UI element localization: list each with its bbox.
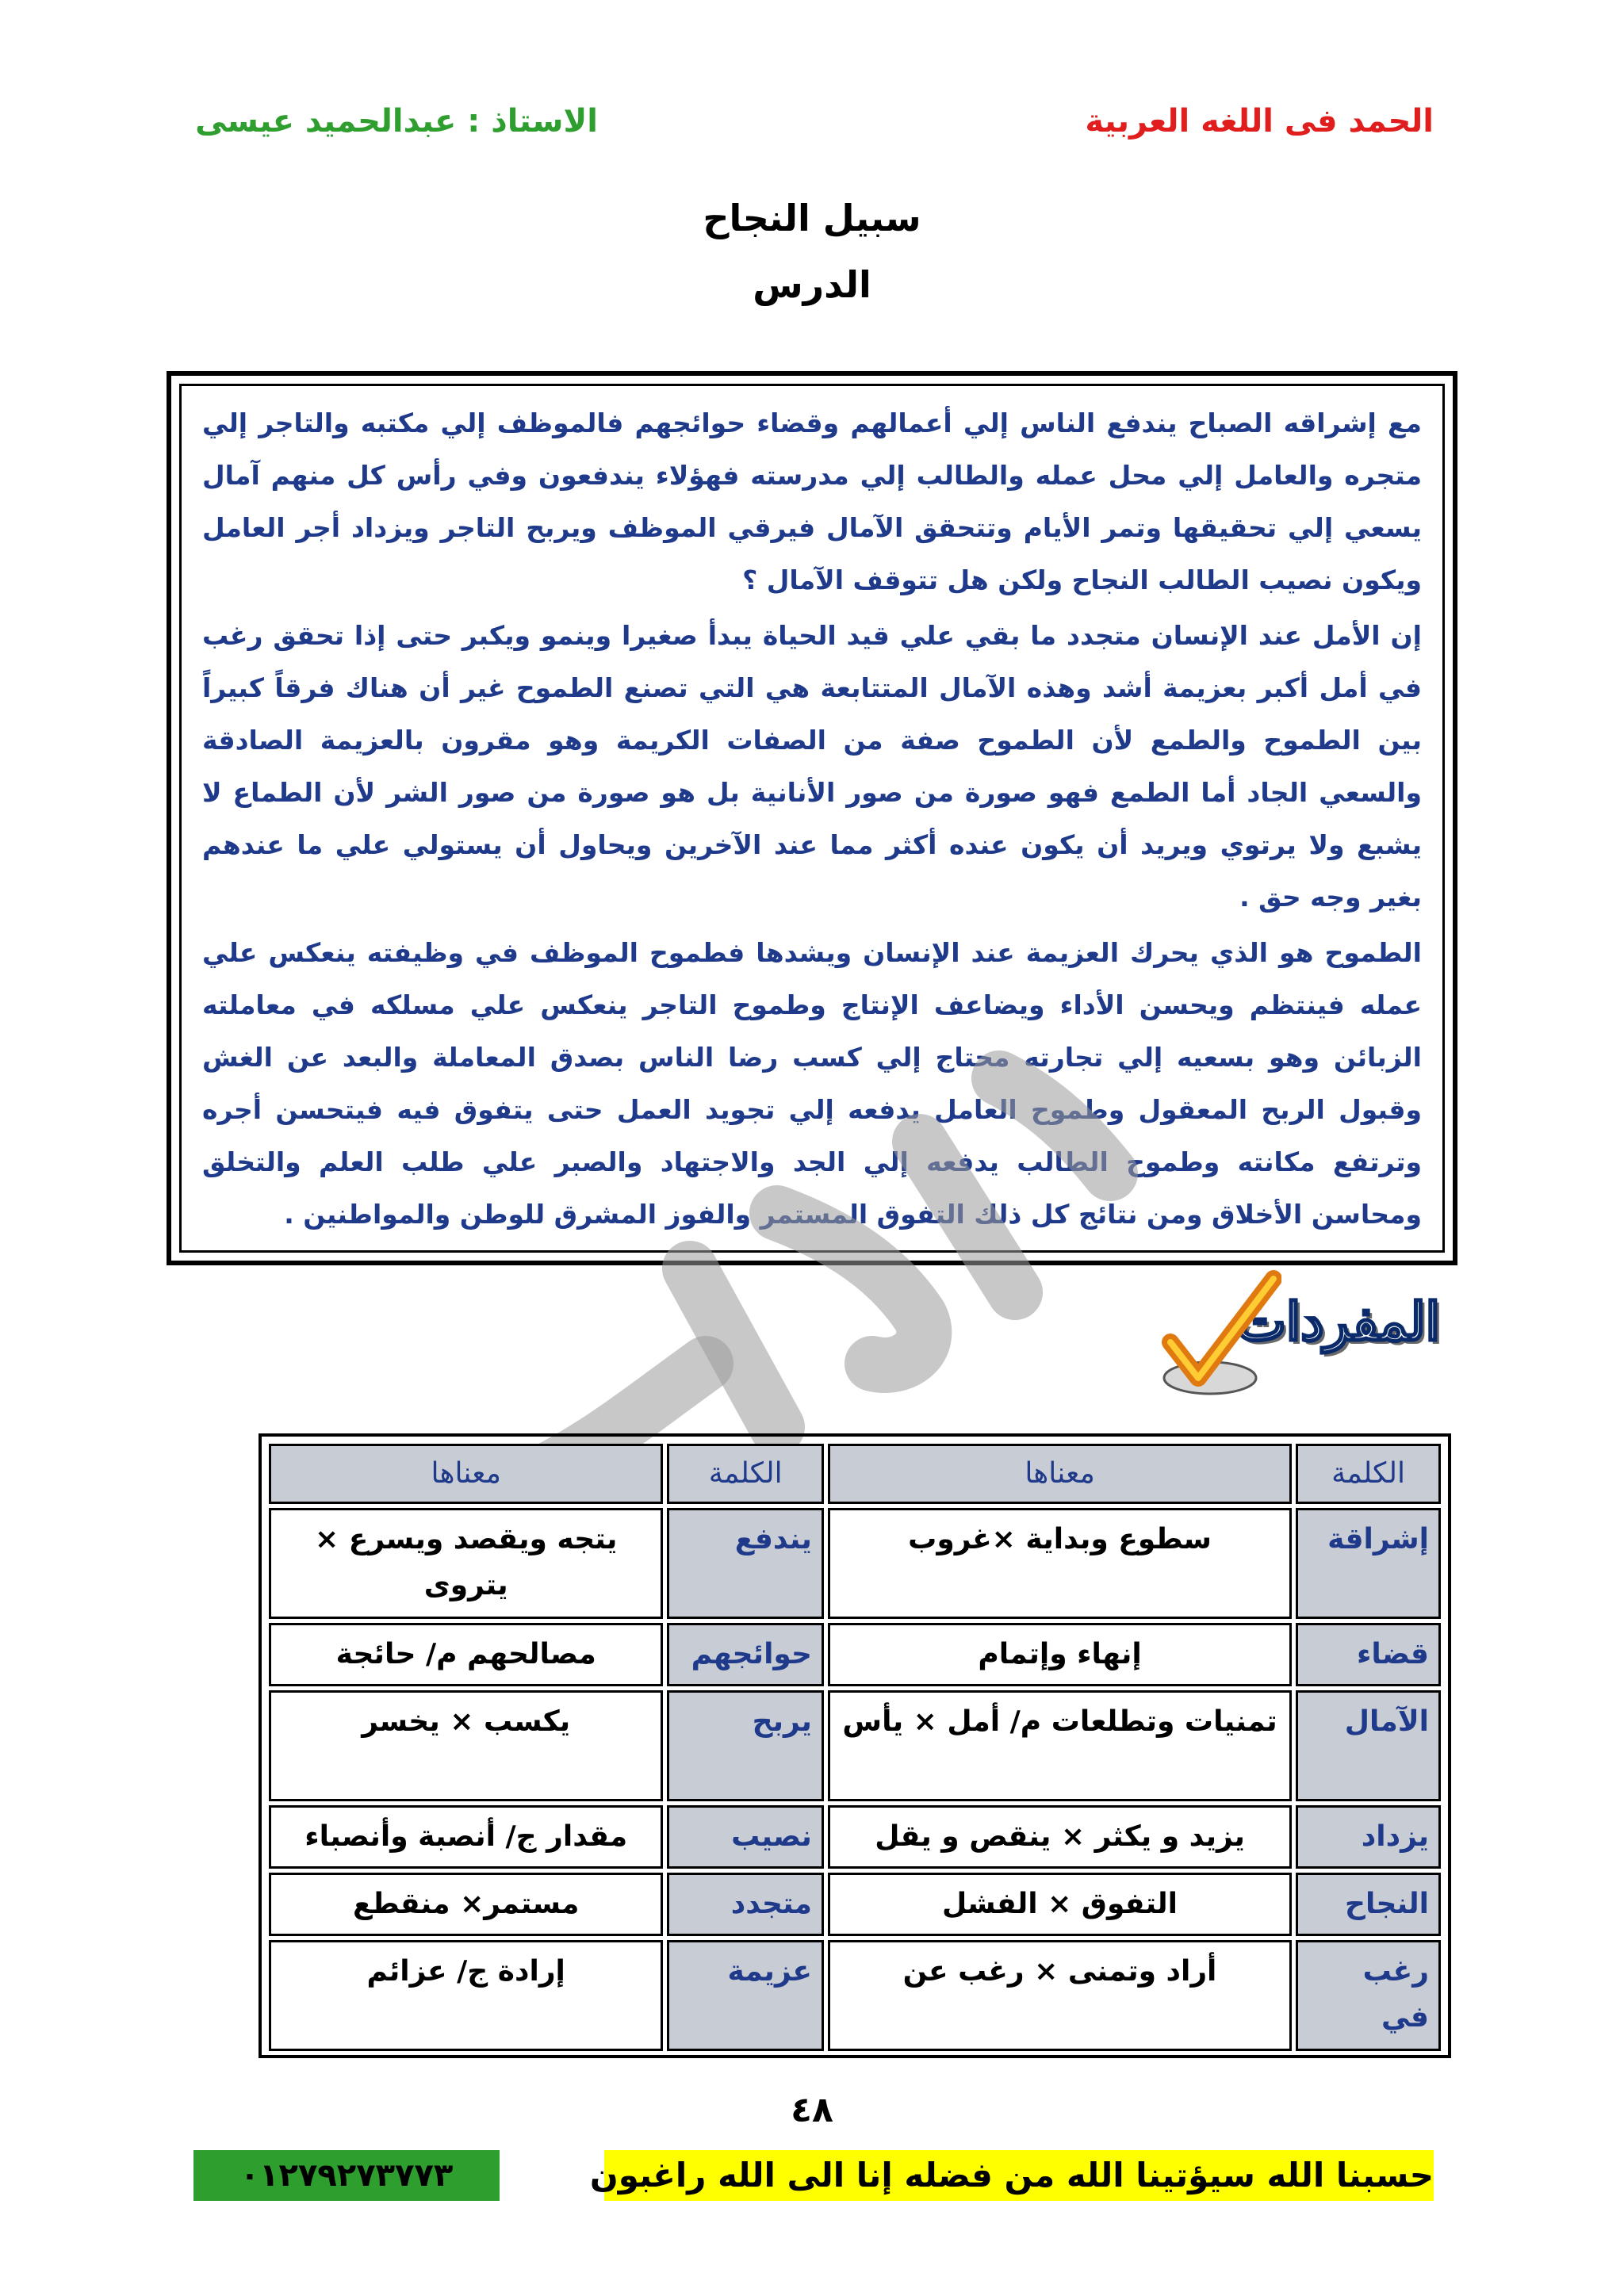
lesson-box bbox=[167, 371, 1457, 1265]
vocabulary-grid bbox=[265, 1440, 1445, 2055]
header-word-1: الكلمة bbox=[1296, 1444, 1441, 1504]
header-meaning-1: معناها bbox=[828, 1444, 1292, 1504]
page-number: ٤٨ bbox=[791, 2090, 833, 2130]
footer-dua: حسبنا الله سيؤتينا الله من فضله إنا الى الله راغبون bbox=[604, 2150, 1434, 2201]
vocab-word: حوائجهم bbox=[667, 1623, 824, 1686]
vocab-meaning: مستمر× منقطع bbox=[269, 1873, 663, 1936]
lesson-paragraph-3: الطموح هو الذي يحرك العزيمة عند الإنسان ويشدها فطموح الموظف في وظيفته ينعكس علي عمله فينتظم ويحسن الأداء ويضاعف الإنتاج وطموح التاجر ينعكس علي مسلكه في معاملته الزبائن وهو بسعيه إلي تجارته محتاج إلي كسب رضا الناس بصدق المعاملة والبعد عن الغش وقبول الربح المعقول وطموح العامل يدفعه إلي تجويد العمل حتى يتفوق فيه فيتحسن أجره وترتفع مكانته وطموح الطالب يدفعه إلي الجد والاجتهاد والصبر علي طلب العلم والتخلق ومحاسن الأخلاق ومن نتائج كل ذلك التفوق المستمر والفوز المشرق للوطن والمواطنين . bbox=[202, 937, 1422, 1230]
table-header-row bbox=[269, 1444, 1441, 1504]
vocab-word: يربح bbox=[667, 1690, 824, 1801]
vocabulary-heading-text: المفردات bbox=[1236, 1291, 1440, 1353]
header-word-2: الكلمة bbox=[667, 1444, 824, 1504]
vocab-word: يزداد bbox=[1296, 1805, 1441, 1869]
vocab-meaning: يكسب × يخسر bbox=[269, 1690, 663, 1801]
phone-number: ٠١٢٧٩٢٧٣٧٧٣ bbox=[193, 2150, 500, 2201]
vocab-word: إشراقة bbox=[1296, 1508, 1441, 1619]
table-row bbox=[269, 1805, 1441, 1869]
vocab-word: النجاح bbox=[1296, 1873, 1441, 1936]
header-meaning-2: معناها bbox=[269, 1444, 663, 1504]
vocab-word: قضاء bbox=[1296, 1623, 1441, 1686]
table-row bbox=[269, 1873, 1441, 1936]
vocab-meaning: إرادة ج/ عزائم bbox=[269, 1940, 663, 2051]
vocab-meaning: يتجه ويقصد ويسرع × يتروى bbox=[269, 1508, 663, 1619]
table-row bbox=[269, 1623, 1441, 1686]
teacher-name: الاستاذ : عبدالحميد عيسى bbox=[195, 103, 598, 140]
vocab-meaning: مقدار ج/ أنصبة وأنصباء bbox=[269, 1805, 663, 1869]
book-title: الحمد فى اللغه العربية bbox=[1085, 103, 1434, 140]
vocab-word: متجدد bbox=[667, 1873, 824, 1936]
table-row bbox=[269, 1508, 1441, 1619]
vocab-meaning: مصالحهم م/ حائجة bbox=[269, 1623, 663, 1686]
checkmark-icon bbox=[1155, 1267, 1281, 1402]
lesson-inner-frame bbox=[179, 384, 1445, 1253]
section-title: الدرس bbox=[753, 263, 871, 306]
page-title: سبيل النجاح bbox=[703, 197, 921, 239]
vocab-meaning: أراد وتمنى × رغب عن bbox=[828, 1940, 1292, 2051]
vocab-word: نصيب bbox=[667, 1805, 824, 1869]
vocab-word: رغب في bbox=[1296, 1940, 1441, 2051]
vocab-meaning: إنهاء وإتمام bbox=[828, 1623, 1292, 1686]
vocab-word: يندفع bbox=[667, 1508, 824, 1619]
vocab-meaning: تمنيات وتطلعات م/ أمل × يأس bbox=[828, 1690, 1292, 1801]
vocab-meaning: سطوع وبداية ×غروب bbox=[828, 1508, 1292, 1619]
table-row bbox=[269, 1690, 1441, 1801]
lesson-paragraph-2: إن الأمل عند الإنسان متجدد ما بقي علي قيد الحياة يبدأ صغيرا وينمو ويكبر حتى إذا تحقق رغب في أمل أكبر بعزيمة أشد وهذه الآمال المتتابعة هي التي تصنع الطموح غير أن هناك فرقاً كبيراً بين الطموح والطمع لأن الطموح صفة من الصفات الكريمة وهو مقرون بالعزيمة الصادقة والسعي الجاد أما الطمع فهو صورة من صور الأنانية بل هو صورة من صور الشر لأن الطماع لا يشبع ولا يرتوي ويريد أن يكون عنده أكثر مما عند الآخرين ويحاول أن يستولي علي ما عندهم بغير وجه حق . bbox=[202, 620, 1422, 913]
vocabulary-heading bbox=[1155, 1267, 1440, 1402]
vocabulary-table bbox=[259, 1433, 1451, 2058]
table-row bbox=[269, 1940, 1441, 2051]
vocab-word: عزيمة bbox=[667, 1940, 824, 2051]
vocab-word: الآمال bbox=[1296, 1690, 1441, 1801]
vocab-meaning: التفوق × الفشل bbox=[828, 1873, 1292, 1936]
lesson-paragraph-1: مع إشراقه الصباح يندفع الناس إلي أعمالهم وقضاء حوائجهم فالموظف إلي مكتبه والتاجر إلي متجره والعامل إلي محل عمله والطالب إلي مدرسته فهؤلاء يندفعون وفي رأس كل منهم آمال يسعي إلي تحقيقها وتمر الأيام وتتحقق الآمال فيرقي الموظف ويربح التاجر ويزداد أجر العامل ويكون نصيب الطالب النجاح ولكن هل تتوقف الآمال ؟ bbox=[202, 408, 1422, 595]
vocab-meaning: يزيد و يكثر × ينقص و يقل bbox=[828, 1805, 1292, 1869]
